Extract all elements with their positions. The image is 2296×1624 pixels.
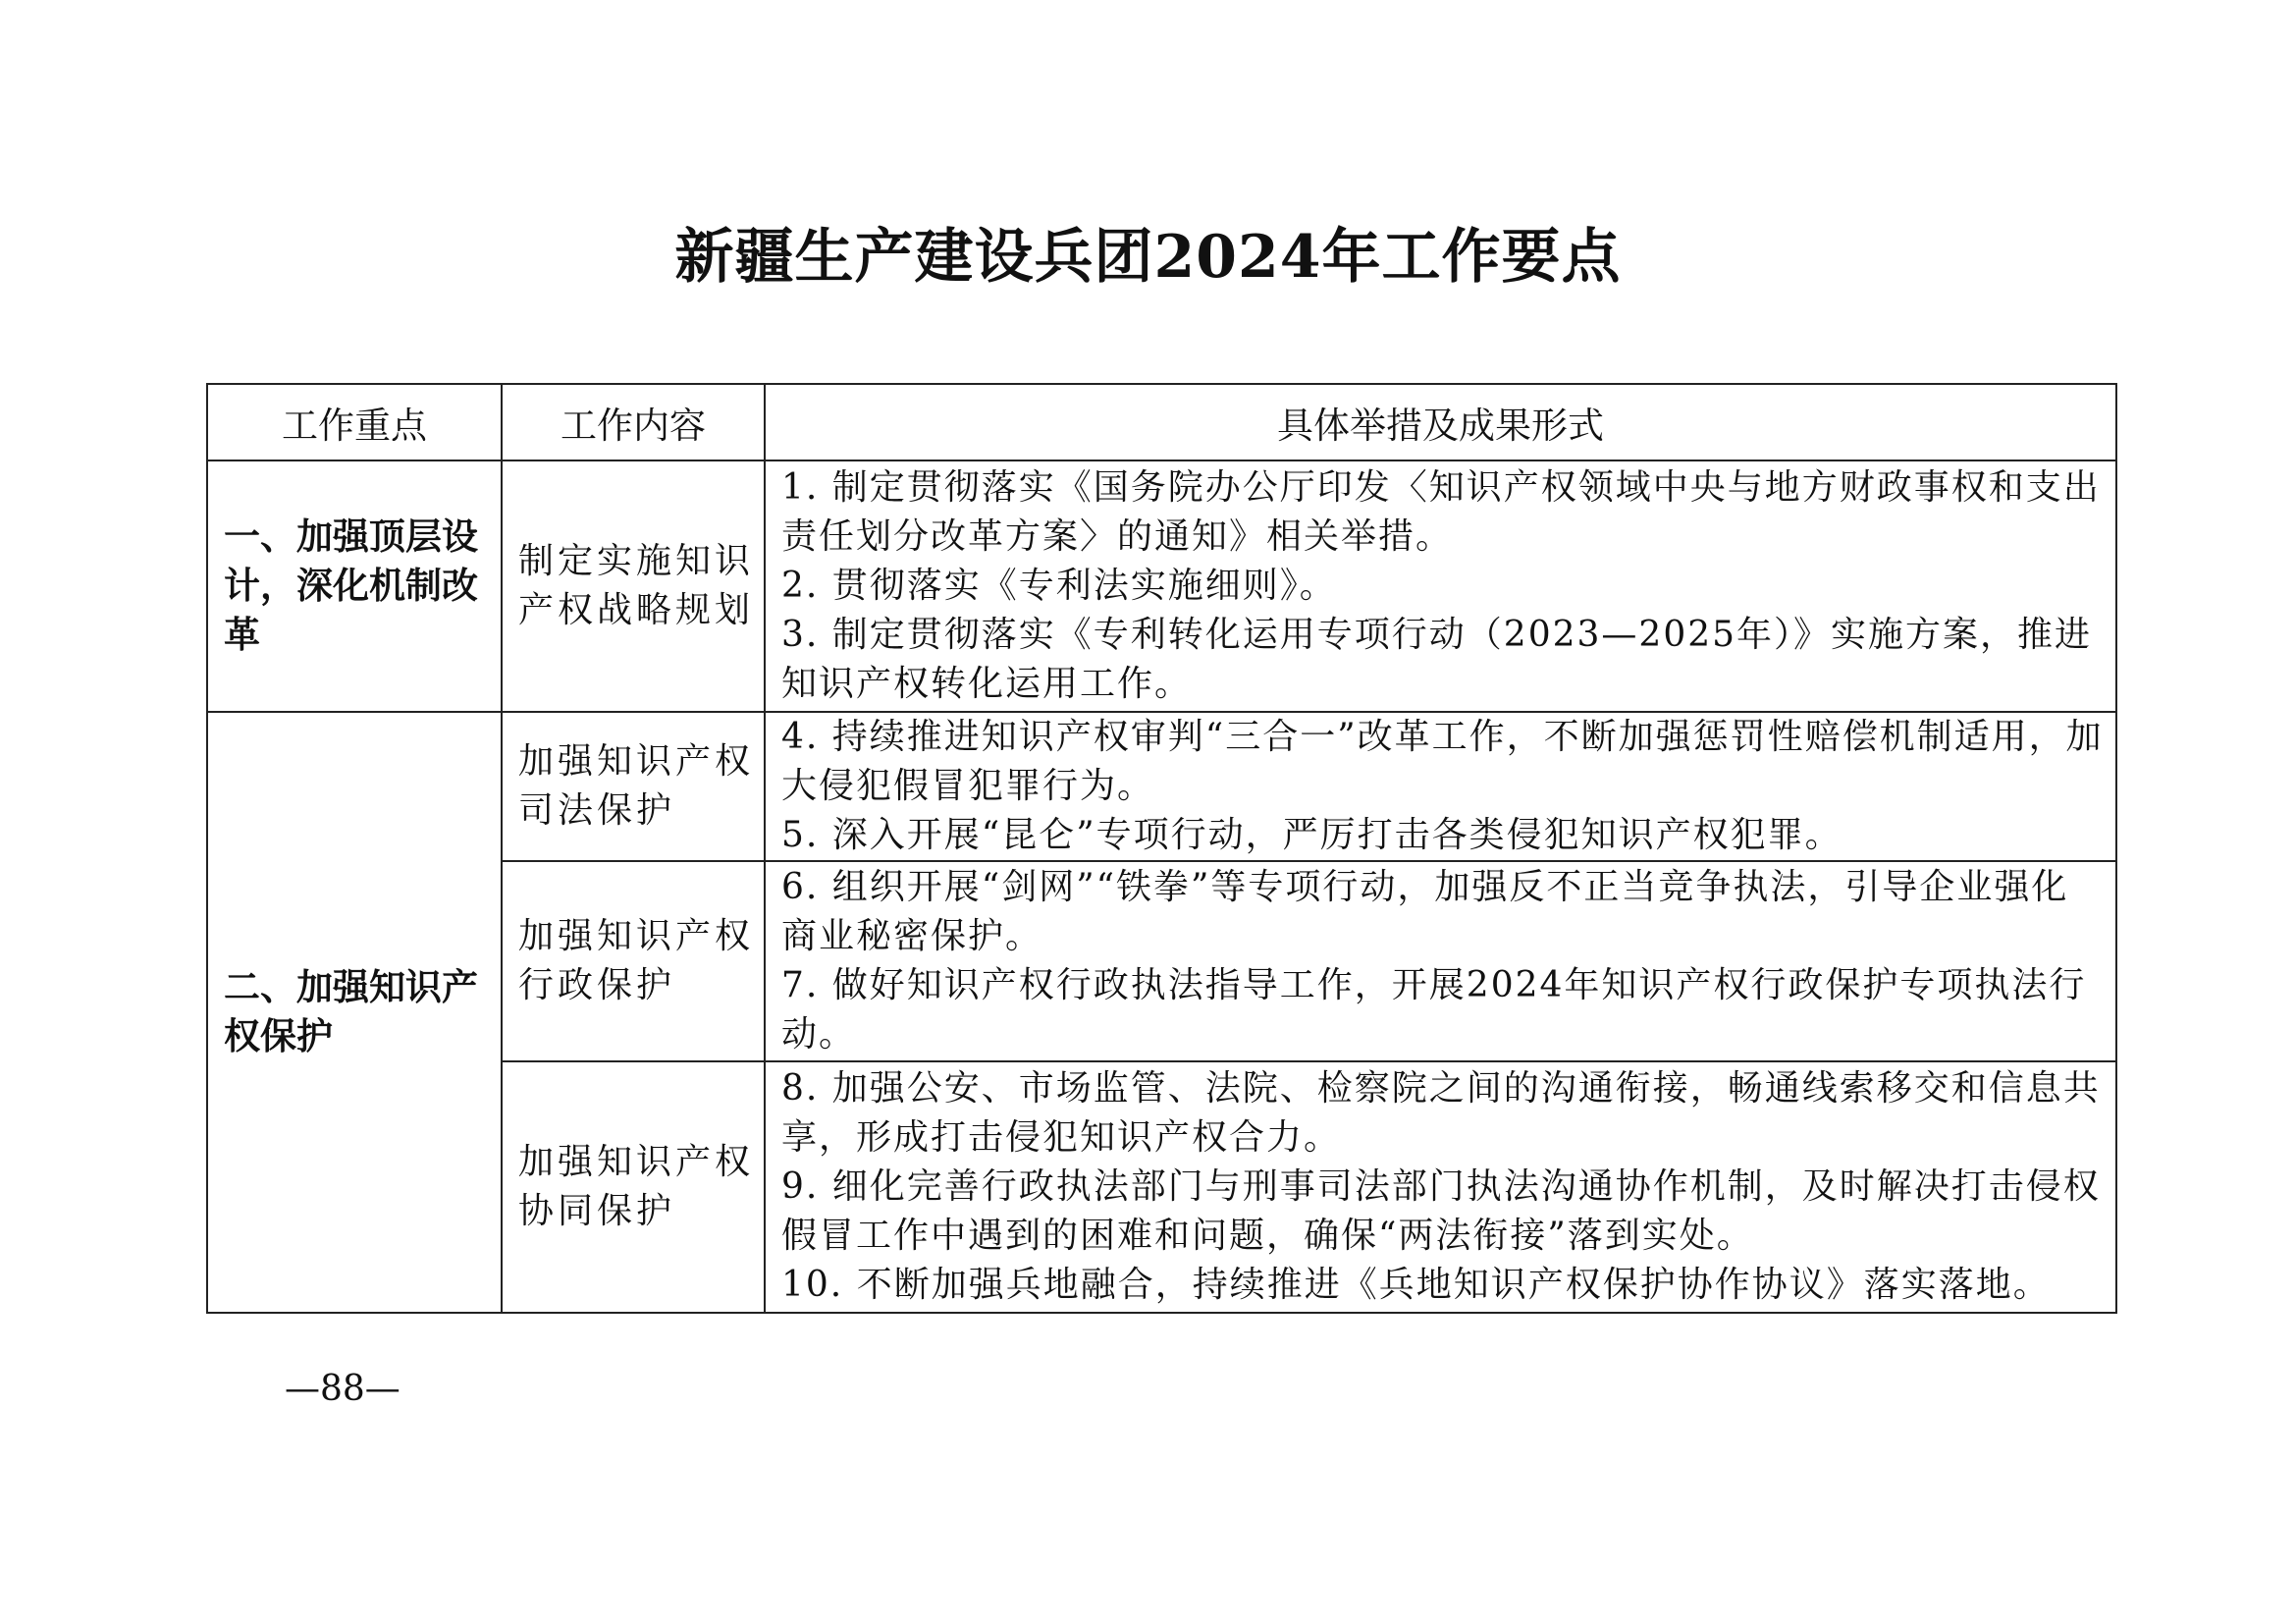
- measure-item: 10. 不断加强兵地融合，持续推进《兵地知识产权保护协作协议》落实落地。: [781, 1265, 2051, 1305]
- header-focus: 工作重点: [207, 384, 502, 460]
- measure-item: 8. 加强公安、市场监管、法院、检察院之间的沟通衔接，畅通线索移交和信息共享，形成打击侵犯知识产权合力。: [781, 1068, 2101, 1158]
- measure-item: 6. 组织开展“剑网”“铁拳”等专项行动，加强反不正当竞争执法，引导企业强化商业秘密保护。: [781, 867, 2069, 956]
- table-row: [207, 460, 2116, 712]
- measures-cell: [765, 712, 2116, 861]
- table-row: [207, 712, 2116, 861]
- page-number: —88—: [285, 1369, 400, 1409]
- work-points-table: [206, 383, 2117, 1314]
- table-header-row: [207, 384, 2116, 460]
- header-measures: 具体举措及成果形式: [765, 384, 2116, 460]
- focus-cell-2: 二、加强知识产权保护: [207, 712, 502, 1313]
- measure-item: 5. 深入开展“昆仑”专项行动，严厉打击各类侵犯知识产权犯罪。: [781, 815, 1842, 855]
- measures-cell: [765, 1061, 2116, 1313]
- measure-item: 1. 制定贯彻落实《国务院办公厅印发〈知识产权领域中央与地方财政事权和支出责任划分改革方案〉的通知》相关举措。: [781, 467, 2101, 557]
- measure-item: 4. 持续推进知识产权审判“三合一”改革工作，不断加强惩罚性赔偿机制适用，加大侵犯假冒犯罪行为。: [781, 717, 2104, 806]
- measure-item: 2. 贯彻落实《专利法实施细则》。: [781, 566, 1337, 606]
- focus-cell-1: 一、加强顶层设计，深化机制改革: [207, 460, 502, 712]
- measure-item: 3. 制定贯彻落实《专利转化运用专项行动（2023—2025年）》实施方案，推进知识产权转化运用工作。: [781, 615, 2093, 704]
- content-cell: 制定实施知识产权战略规划: [502, 460, 765, 712]
- content-cell: 加强知识产权司法保护: [502, 712, 765, 861]
- document-title: 新疆生产建设兵团2024年工作要点: [674, 223, 1622, 292]
- content-cell: 加强知识产权行政保护: [502, 861, 765, 1061]
- measure-item: 9. 细化完善行政执法部门与刑事司法部门执法沟通协作机制，及时解决打击侵权假冒工作中遇到的困难和问题，确保“两法衔接”落到实处。: [781, 1166, 2101, 1256]
- header-content: 工作内容: [502, 384, 765, 460]
- measures-cell: [765, 861, 2116, 1061]
- content-cell: 加强知识产权协同保护: [502, 1061, 765, 1313]
- measure-item: 7. 做好知识产权行政执法指导工作，开展2024年知识产权行政保护专项执法行动。: [781, 965, 2087, 1055]
- measures-cell: [765, 460, 2116, 712]
